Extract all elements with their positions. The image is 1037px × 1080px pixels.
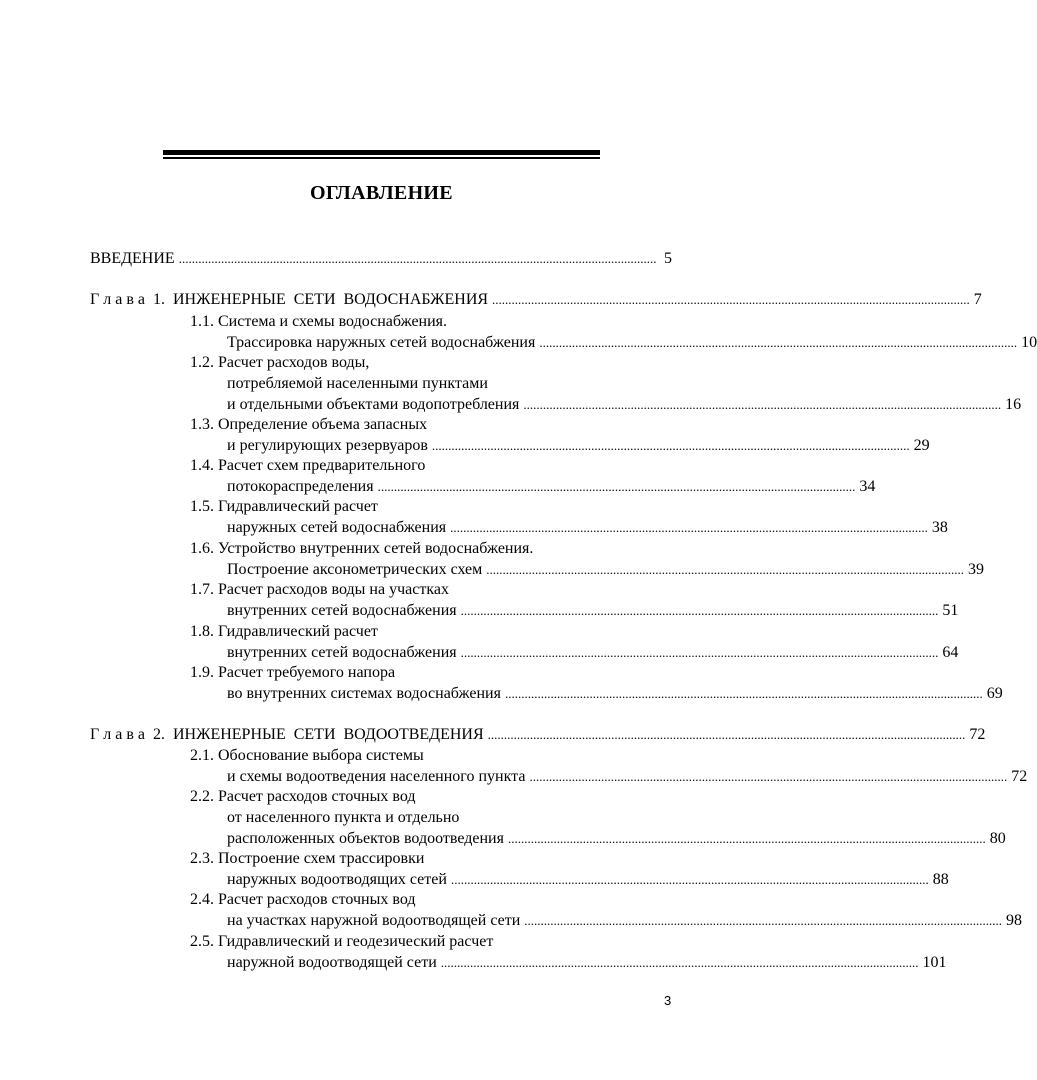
- dot-leader: ...................................................................................................................................................: [440, 955, 919, 970]
- toc-entry-title: потокораспределения: [227, 478, 374, 495]
- toc-entry-title: наружных сетей водоснабжения: [227, 519, 447, 536]
- chapter-page: 72: [969, 726, 986, 743]
- dot-leader: ...................................................................................................................................................: [450, 520, 928, 535]
- dot-leader: ...................................................................................................................................................: [460, 603, 939, 618]
- toc-entry-title: наружных водоотводящих сетей: [227, 871, 447, 888]
- toc-section-2-4-cont[interactable]: [227, 911, 1023, 931]
- dot-leader: ...................................................................................................................................................: [450, 872, 929, 887]
- toc-entry-page: 64: [942, 644, 959, 661]
- toc-entry-page: 101: [922, 954, 947, 971]
- chapter-title: Г л а в а 1. ИНЖЕНЕРНЫЕ СЕТИ ВОДОСНАБЖЕНИЯ: [90, 291, 489, 308]
- dot-leader: ...................................................................................................................................................: [377, 479, 856, 494]
- toc-section-2-2[interactable]: 2.2. Расчет расходов сточных вод: [190, 788, 416, 805]
- toc-entry-page: 72: [1011, 768, 1028, 785]
- chapter-title: Г л а в а 2. ИНЖЕНЕРНЫЕ СЕТИ ВОДООТВЕДЕНИЯ: [90, 726, 484, 743]
- toc-section-1-6[interactable]: 1.6. Устройство внутренних сетей водоснабжения.: [190, 540, 534, 557]
- toc-section-1-9-cont[interactable]: [227, 684, 1003, 704]
- toc-section-1-2-line2: потребляемой населенными пунктами: [227, 375, 488, 392]
- toc-entry-title: Построение аксонометрических схем: [227, 561, 483, 578]
- chapter-page: 7: [973, 291, 982, 308]
- toc-entry-page: 38: [931, 519, 948, 536]
- toc-entry-title: во внутренних системах водоснабжения: [227, 685, 501, 702]
- toc-section-1-8[interactable]: 1.8. Гидравлический расчет: [190, 623, 378, 640]
- toc-section-1-1[interactable]: 1.1. Система и схемы водоснабжения.: [190, 313, 448, 330]
- toc-entry-page: 51: [942, 602, 959, 619]
- toc-section-2-3-cont[interactable]: [227, 870, 949, 890]
- toc-entry-page: 98: [1006, 912, 1023, 929]
- toc-entry-title: внутренних сетей водоснабжения: [227, 602, 457, 619]
- toc-section-1-7-cont[interactable]: [227, 601, 959, 621]
- toc-section-2-4[interactable]: 2.4. Расчет расходов сточных вод: [190, 891, 416, 908]
- toc-entry-page: 29: [913, 437, 930, 454]
- toc-entry-intro[interactable]: [90, 249, 672, 269]
- toc-entry-title: и регулирующих резервуаров: [227, 437, 428, 454]
- toc-entry-title: и отдельными объектами водопотребления: [227, 396, 520, 413]
- toc-entry-page: 16: [1005, 396, 1022, 413]
- dot-leader: ...................................................................................................................................................: [486, 562, 965, 577]
- toc-entry-page: 88: [932, 871, 949, 888]
- toc-section-1-1-cont[interactable]: [227, 333, 1037, 353]
- toc-entry-page: 5: [664, 250, 672, 267]
- toc-entry-title: Трассировка наружных сетей водоснабжения: [227, 334, 536, 351]
- toc-entry-page: 69: [986, 685, 1003, 702]
- toc-entry-title: и схемы водоотведения населенного пункта: [227, 768, 526, 785]
- rule-thin: [163, 157, 600, 159]
- toc-section-1-7[interactable]: 1.7. Расчет расходов воды на участках: [190, 581, 449, 598]
- toc-entry-title: внутренних сетей водоснабжения: [227, 644, 457, 661]
- toc-section-2-2-line2: от населенного пункта и отдельно: [227, 809, 460, 826]
- dot-leader: ...................................................................................................................................................: [431, 438, 910, 453]
- toc-entry-title: наружной водоотводящей сети: [227, 954, 437, 971]
- toc-entry-page: 10: [1021, 334, 1037, 351]
- toc-chapter-1[interactable]: [90, 290, 982, 310]
- dot-leader: ...................................................................................................................................................: [504, 686, 983, 701]
- dot-leader: ...................................................................................................................................................: [507, 831, 986, 846]
- dot-leader: ...................................................................................................................................................: [492, 292, 970, 307]
- dot-leader: ...................................................................................................................................................: [539, 335, 1018, 350]
- toc-section-1-5-cont[interactable]: [227, 518, 948, 538]
- toc-section-2-2-cont[interactable]: [227, 829, 1006, 849]
- dot-leader: ...................................................................................................................................................: [529, 769, 1008, 784]
- page-number: 3: [664, 993, 672, 1008]
- toc-section-2-3[interactable]: 2.3. Построение схем трассировки: [190, 850, 425, 867]
- dot-leader: ...................................................................................................................................................: [523, 397, 1002, 412]
- toc-entry-page: 39: [968, 561, 985, 578]
- toc-section-1-5[interactable]: 1.5. Гидравлический расчет: [190, 498, 378, 515]
- toc-section-2-5-cont[interactable]: [227, 953, 947, 973]
- toc-chapter-2[interactable]: [90, 725, 986, 745]
- toc-section-1-8-cont[interactable]: [227, 643, 959, 663]
- toc-section-1-4-cont[interactable]: [227, 477, 876, 497]
- toc-section-1-6-cont[interactable]: [227, 560, 985, 580]
- page-title: ОГЛАВЛЕНИЕ: [310, 182, 453, 204]
- toc-entry-page: 80: [989, 830, 1006, 847]
- toc-section-1-3-cont[interactable]: [227, 436, 930, 456]
- toc-section-1-2[interactable]: 1.2. Расчет расходов воды,: [190, 354, 370, 371]
- toc-section-2-1[interactable]: 2.1. Обоснование выбора системы: [190, 747, 424, 764]
- toc-entry-title: на участках наружной водоотводящей сети: [227, 912, 521, 929]
- dot-leader: ...................................................................................................................................................: [487, 727, 966, 742]
- toc-section-1-4[interactable]: 1.4. Расчет схем предварительного: [190, 457, 426, 474]
- toc-section-2-1-cont[interactable]: [227, 767, 1028, 787]
- toc-section-1-3[interactable]: 1.3. Определение объема запасных: [190, 416, 428, 433]
- toc-entry-title: расположенных объектов водоотведения: [227, 830, 504, 847]
- dot-leader: ...................................................................................................................................................: [460, 645, 939, 660]
- header-double-rule: [163, 150, 600, 159]
- dot-leader: ...................................................................................................................................................: [524, 913, 1003, 928]
- toc-section-1-9[interactable]: 1.9. Расчет требуемого напора: [190, 664, 396, 681]
- toc-section-2-5[interactable]: 2.5. Гидравлический и геодезический расчет: [190, 933, 494, 950]
- toc-entry-page: 34: [859, 478, 876, 495]
- toc-entry-title: ВВЕДЕНИЕ: [90, 250, 175, 267]
- dot-leader: ...................................................................................................................................................: [178, 251, 657, 266]
- toc-section-1-2-cont[interactable]: [227, 395, 1022, 415]
